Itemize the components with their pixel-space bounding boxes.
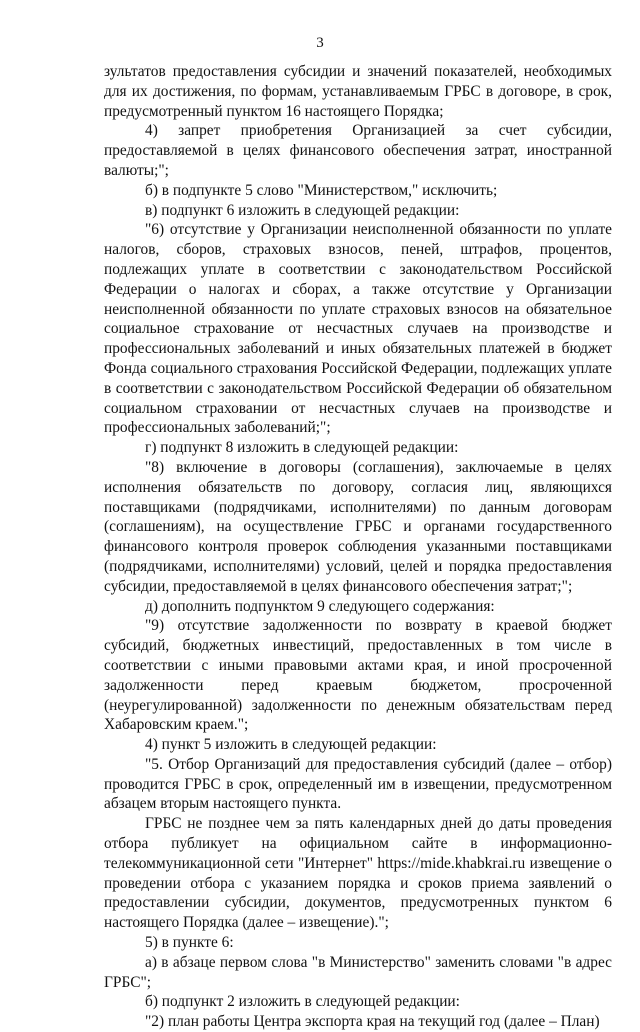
paragraph-16: "2) план работы Центра экспорта края на текущий год (далее – План) xyxy=(145,1013,600,1031)
paragraph-11: "5. Отбор Организаций для предоставления субсидий (далее – отбор) проводится ГРБС в срок, определенный им в извещении, предусмотренном абзацем вторым настоящего пункта. xyxy=(104,755,612,813)
paragraph-12: ГРБС не позднее чем за пять календарных дней до даты проведения отбора публикует на официальном сайте в информационно-телекоммуникационной сети "Интернет" https://mide.khabkrai.ru извещение о проведении отбора с указанием порядка и сроков приема заявлений о предоставлении субсидии, документов, предусмотренных пунктом 6 настоящего Порядка (далее – извещение)."; xyxy=(104,815,612,932)
paragraph-6: г) подпункт 8 изложить в следующей редакции: xyxy=(145,439,459,457)
paragraph-10: 4) пункт 5 изложить в следующей редакции: xyxy=(145,736,437,754)
paragraph-15: б) подпункт 2 изложить в следующей редакции: xyxy=(145,993,460,1011)
paragraph-4: в) подпункт 6 изложить в следующей редакции: xyxy=(145,201,460,219)
document-body xyxy=(104,62,612,1032)
paragraph-5: "6) отсутствие у Организации неисполненной обязанности по уплате налогов, сборов, страховых взносов, пеней, штрафов, процентов, подлежащих уплате в соответствии с законодательством Российской Федерации о налогах и сборах, а также отсутствие у Организации неисполненной обязанности по уплате страховых взносов на обязательное социальное страхование от несчастных случаев на производстве и профессиональных заболеваний и иных обязательных платежей в бюджет Фонда социального страхования Российской Федерации, подлежащих уплате в соответствии с законодательством Российской Федерации об обязательном социальном страховании от несчастных случаев на производстве и профессиональных заболеваний;"; xyxy=(104,221,612,437)
page-number: 3 xyxy=(316,35,324,51)
paragraph-13: 5) в пункте 6: xyxy=(145,934,234,952)
paragraph-1: зультатов предоставления субсидии и значений показателей, необходимых для их достижения, по формам, устанавливаемым ГРБС в договоре, в срок, предусмотренный пунктом 16 настоящего Порядка; xyxy=(104,63,612,120)
paragraph-14: а) в абзаце первом слова "в Министерство" заменить словами "в адрес ГРБС"; xyxy=(104,953,612,991)
paragraph-7: "8) включение в договоры (соглашения), заключаемые в целях исполнения обязательств по договору, согласия лиц, являющихся поставщиками (подрядчиками, исполнителями) по данным договорам (соглашениям), на осуществление ГРБС и органами государственного финансового контроля проверок соблюдения указанными поставщиками (подрядчиками, исполнителями) условий, целей и порядка предоставления субсидии, предоставляемой в целях финансового обеспечения затрат;"; xyxy=(104,458,612,595)
paragraph-3: б) в подпункте 5 слово "Министерством," исключить; xyxy=(145,181,498,199)
paragraph-2: 4) запрет приобретения Организацией за счет субсидии, предоставляемой в целях финансового обеспечения затрат, иностранной валюты;"; xyxy=(104,122,612,179)
paragraph-8: д) дополнить подпунктом 9 следующего содержания: xyxy=(145,597,495,615)
paragraph-9: "9) отсутствие задолженности по возврату в краевой бюджет субсидий, бюджетных инвестиций, предоставленных в том числе в соответствии с иными правовыми актами края, и иной просроченной задолженности перед краевым бюджетом, просроченной (неурегулированной) задолженности по денежным обязательствам перед Хабаровским краем."; xyxy=(104,617,612,734)
